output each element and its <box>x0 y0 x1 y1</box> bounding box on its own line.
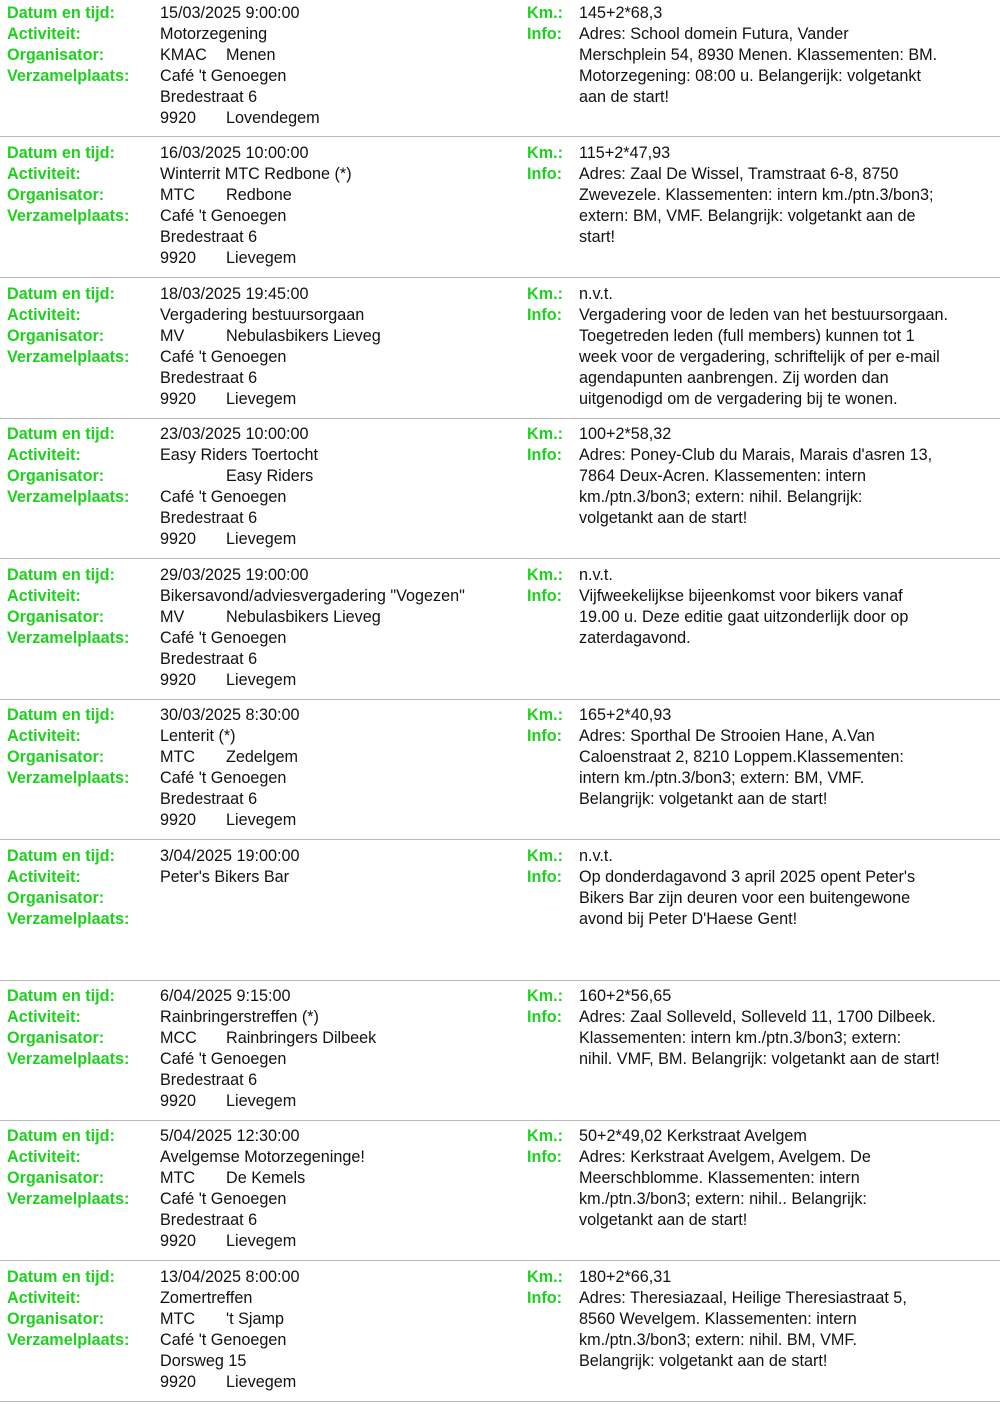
meeting-place-city <box>160 248 296 269</box>
organizer-label: Organisator: <box>7 186 105 204</box>
meeting-place-city <box>160 1091 296 1112</box>
organizer-value <box>160 607 381 628</box>
meeting-place-name: Café 't Genoegen <box>160 1190 287 1208</box>
km-label: Km.: <box>527 706 563 724</box>
event-entry <box>0 1267 1000 1402</box>
km-label: Km.: <box>527 144 563 162</box>
info-line: 7864 Deux-Acren. Klassementen: intern <box>579 467 867 485</box>
organizer-code: MV <box>160 327 185 345</box>
info-line: week voor de vergadering, schriftelijk of per e-mail <box>579 348 940 366</box>
entry-divider <box>0 418 1000 419</box>
postcode: 9920 <box>160 1232 197 1250</box>
date-time-value: 15/03/2025 9:00:00 <box>160 4 300 22</box>
city: Lievegem <box>226 1232 297 1250</box>
date-time-value: 30/03/2025 8:30:00 <box>160 706 300 724</box>
info-text <box>579 1007 999 1070</box>
organizer-value <box>160 747 298 768</box>
organizer-code: MTC <box>160 186 196 204</box>
info-line: volgetankt aan de start! <box>579 1211 748 1229</box>
km-value: 165+2*40,93 <box>579 706 672 724</box>
date-time-label: Datum en tijd: <box>7 987 115 1005</box>
city: Lievegem <box>226 249 297 267</box>
info-line: Merschplein 54, 8930 Menen. Klassementen: BM. <box>579 46 938 64</box>
info-line: Adres: Theresiazaal, Heilige Theresiastraat 5, <box>579 1289 907 1307</box>
organizer-value <box>160 1028 376 1049</box>
info-label: Info: <box>527 1148 563 1166</box>
info-line: km./ptn.3/bon3; extern: nihil. Belangrijk: <box>579 488 863 506</box>
info-text <box>579 1147 999 1231</box>
info-line: Adres: Poney-Club du Marais, Marais d'asren 13, <box>579 446 933 464</box>
postcode: 9920 <box>160 811 197 829</box>
entry-divider <box>0 1120 1000 1121</box>
entry-divider <box>0 277 1000 278</box>
date-time-label: Datum en tijd: <box>7 1268 115 1286</box>
info-line: zaterdagavond. <box>579 629 691 647</box>
km-label: Km.: <box>527 4 563 22</box>
meeting-place-city <box>160 1372 296 1393</box>
city: Lievegem <box>226 1092 297 1110</box>
info-line: Bikers Bar zijn deuren voor een buitengewone <box>579 889 911 907</box>
postcode: 9920 <box>160 249 197 267</box>
info-label: Info: <box>527 165 563 183</box>
info-line: Toegetreden leden (full members) kunnen tot 1 <box>579 327 915 345</box>
entry-divider <box>0 1401 1000 1402</box>
meeting-place-street: Bredestraat 6 <box>160 1071 258 1089</box>
organizer-name: Nebulasbikers Lieveg <box>226 327 381 345</box>
meeting-place-city <box>160 1231 296 1252</box>
entry-divider <box>0 980 1000 981</box>
date-time-value: 18/03/2025 19:45:00 <box>160 285 309 303</box>
organizer-code: MCC <box>160 1029 197 1047</box>
meeting-place-label: Verzamelplaats: <box>7 207 130 225</box>
info-line: 19.00 u. Deze editie gaat uitzonderlijk door op <box>579 608 909 626</box>
info-label: Info: <box>527 446 563 464</box>
meeting-place-city <box>160 389 296 410</box>
activity-value: Rainbringerstreffen (*) <box>160 1008 319 1026</box>
meeting-place-street: Bredestraat 6 <box>160 88 258 106</box>
date-time-label: Datum en tijd: <box>7 425 115 443</box>
info-label: Info: <box>527 868 563 886</box>
meeting-place-street: Bredestraat 6 <box>160 650 258 668</box>
meeting-place-street: Bredestraat 6 <box>160 1211 258 1229</box>
activity-value: Vergadering bestuursorgaan <box>160 306 365 324</box>
activity-label: Activiteit: <box>7 306 81 324</box>
meeting-place-street: Bredestraat 6 <box>160 509 258 527</box>
info-line: Adres: Zaal Solleveld, Solleveld 11, 1700 Dilbeek. <box>579 1008 936 1026</box>
postcode: 9920 <box>160 1092 197 1110</box>
info-label: Info: <box>527 306 563 324</box>
activity-value: Bikersavond/adviesvergadering "Vogezen" <box>160 587 465 605</box>
event-entry <box>0 284 1000 419</box>
info-line: nihil. VMF, BM. Belangrijk: volgetankt aan de start! <box>579 1050 940 1068</box>
activity-value: Easy Riders Toertocht <box>160 446 319 464</box>
meeting-place-label: Verzamelplaats: <box>7 1190 130 1208</box>
activity-label: Activiteit: <box>7 1148 81 1166</box>
date-time-value: 16/03/2025 10:00:00 <box>160 144 309 162</box>
date-time-value: 5/04/2025 12:30:00 <box>160 1127 300 1145</box>
organizer-value <box>160 185 292 206</box>
km-value: 100+2*58,32 <box>579 425 672 443</box>
meeting-place-street: Bredestraat 6 <box>160 228 258 246</box>
event-entry <box>0 1126 1000 1261</box>
organizer-label: Organisator: <box>7 327 105 345</box>
organizer-label: Organisator: <box>7 608 105 626</box>
entry-divider <box>0 136 1000 137</box>
event-entry <box>0 3 1000 137</box>
info-text <box>579 726 999 810</box>
info-line: Belangrijk: volgetankt aan de start! <box>579 790 828 808</box>
meeting-place-name: Café 't Genoegen <box>160 488 287 506</box>
info-text <box>579 24 999 108</box>
info-line: Meerschblomme. Klassementen: intern <box>579 1169 860 1187</box>
activity-value: Lenterit (*) <box>160 727 236 745</box>
info-text <box>579 164 999 248</box>
date-time-value: 13/04/2025 8:00:00 <box>160 1268 300 1286</box>
info-text <box>579 445 999 529</box>
organizer-value <box>160 1309 284 1330</box>
activity-value: Zomertreffen <box>160 1289 253 1307</box>
organizer-label: Organisator: <box>7 1029 105 1047</box>
organizer-name: De Kemels <box>226 1169 306 1187</box>
info-text <box>579 305 999 410</box>
km-value: n.v.t. <box>579 285 613 303</box>
info-label: Info: <box>527 727 563 745</box>
postcode: 9920 <box>160 390 197 408</box>
info-line: Klassementen: intern km./ptn.3/bon3; extern: <box>579 1029 902 1047</box>
organizer-name: Easy Riders <box>226 467 314 485</box>
km-label: Km.: <box>527 425 563 443</box>
info-line: Vijfweekelijkse bijeenkomst voor bikers vanaf <box>579 587 903 605</box>
km-label: Km.: <box>527 847 563 865</box>
organizer-value <box>160 326 381 347</box>
meeting-place-name: Café 't Genoegen <box>160 629 287 647</box>
info-line: agendapunten aanbrengen. Zij worden dan <box>579 369 889 387</box>
date-time-label: Datum en tijd: <box>7 285 115 303</box>
info-line: Zwevezele. Klassementen: intern km./ptn.3/bon3; <box>579 186 934 204</box>
date-time-value: 29/03/2025 19:00:00 <box>160 566 309 584</box>
postcode: 9920 <box>160 109 197 127</box>
activity-value: Motorzegening <box>160 25 268 43</box>
meeting-place-street: Dorsweg 15 <box>160 1352 247 1370</box>
km-value: 160+2*56,65 <box>579 987 672 1005</box>
activity-label: Activiteit: <box>7 165 81 183</box>
postcode: 9920 <box>160 530 197 548</box>
activity-label: Activiteit: <box>7 1008 81 1026</box>
info-line: start! <box>579 228 615 246</box>
meeting-place-name: Café 't Genoegen <box>160 1331 287 1349</box>
info-text <box>579 1288 999 1372</box>
info-line: km./ptn.3/bon3; extern: nihil.. Belangrijk: <box>579 1190 867 1208</box>
meeting-place-name: Café 't Genoegen <box>160 1050 287 1068</box>
event-entry <box>0 846 1000 981</box>
activity-label: Activiteit: <box>7 727 81 745</box>
organizer-name: Zedelgem <box>226 748 298 766</box>
info-line: aan de start! <box>579 88 669 106</box>
info-line: Belangrijk: volgetankt aan de start! <box>579 1352 828 1370</box>
meeting-place-city <box>160 529 296 550</box>
organizer-label: Organisator: <box>7 748 105 766</box>
date-time-value: 23/03/2025 10:00:00 <box>160 425 309 443</box>
date-time-label: Datum en tijd: <box>7 1127 115 1145</box>
activity-value: Avelgemse Motorzegeninge! <box>160 1148 365 1166</box>
km-label: Km.: <box>527 285 563 303</box>
organizer-name: Nebulasbikers Lieveg <box>226 608 381 626</box>
activity-label: Activiteit: <box>7 1289 81 1307</box>
date-time-label: Datum en tijd: <box>7 706 115 724</box>
organizer-label: Organisator: <box>7 467 105 485</box>
organizer-name: Menen <box>226 46 276 64</box>
info-text <box>579 867 999 930</box>
organizer-value <box>160 45 276 66</box>
meeting-place-label: Verzamelplaats: <box>7 769 130 787</box>
info-line: volgetankt aan de start! <box>579 509 748 527</box>
km-label: Km.: <box>527 987 563 1005</box>
info-line: uitgenodigd om de vergadering bij te wonen. <box>579 390 898 408</box>
postcode: 9920 <box>160 1373 197 1391</box>
organizer-code: MTC <box>160 748 196 766</box>
km-value: 50+2*49,02 Kerkstraat Avelgem <box>579 1127 807 1145</box>
date-time-label: Datum en tijd: <box>7 144 115 162</box>
date-time-value: 6/04/2025 9:15:00 <box>160 987 291 1005</box>
organizer-value <box>160 1168 305 1189</box>
activity-value: Peter's Bikers Bar <box>160 868 290 886</box>
date-time-label: Datum en tijd: <box>7 4 115 22</box>
info-line: Adres: School domein Futura, Vander <box>579 25 849 43</box>
organizer-label: Organisator: <box>7 889 105 907</box>
info-line: Caloenstraat 2, 8210 Loppem.Klassementen: <box>579 748 904 766</box>
organizer-code: MTC <box>160 1169 196 1187</box>
meeting-place-name: Café 't Genoegen <box>160 348 287 366</box>
meeting-place-label: Verzamelplaats: <box>7 1331 130 1349</box>
meeting-place-street: Bredestraat 6 <box>160 790 258 808</box>
meeting-place-city <box>160 670 296 691</box>
info-line: Vergadering voor de leden van het bestuursorgaan. <box>579 306 948 324</box>
event-entry <box>0 143 1000 278</box>
info-line: Adres: Kerkstraat Avelgem, Avelgem. De <box>579 1148 871 1166</box>
event-entry <box>0 565 1000 700</box>
meeting-place-street: Bredestraat 6 <box>160 369 258 387</box>
info-line: km./ptn.3/bon3; extern: nihil. BM, VMF. <box>579 1331 857 1349</box>
date-time-value: 3/04/2025 19:00:00 <box>160 847 300 865</box>
organizer-name: Redbone <box>226 186 292 204</box>
meeting-place-city <box>160 951 226 972</box>
km-value: n.v.t. <box>579 847 613 865</box>
info-line: 8560 Wevelgem. Klassementen: intern <box>579 1310 857 1328</box>
meeting-place-city <box>160 108 320 129</box>
info-line: extern: BM, VMF. Belangrijk: volgetankt aan de <box>579 207 916 225</box>
info-line: intern km./ptn.3/bon3; extern: BM, VMF. <box>579 769 865 787</box>
meeting-place-label: Verzamelplaats: <box>7 488 130 506</box>
info-line: avond bij Peter D'Haese Gent! <box>579 910 798 928</box>
city: Lievegem <box>226 811 297 829</box>
organizer-code: KMAC <box>160 46 207 64</box>
city: Lievegem <box>226 390 297 408</box>
city: Lovendegem <box>226 109 320 127</box>
meeting-place-city <box>160 810 296 831</box>
info-line: Adres: Zaal De Wissel, Tramstraat 6-8, 8750 <box>579 165 899 183</box>
meeting-place-label: Verzamelplaats: <box>7 910 130 928</box>
city: Lievegem <box>226 671 297 689</box>
km-label: Km.: <box>527 566 563 584</box>
info-label: Info: <box>527 587 563 605</box>
meeting-place-label: Verzamelplaats: <box>7 348 130 366</box>
organizer-value <box>160 888 226 909</box>
entry-divider <box>0 699 1000 700</box>
organizer-code: MV <box>160 608 185 626</box>
entry-divider <box>0 558 1000 559</box>
postcode: 9920 <box>160 671 197 689</box>
km-label: Km.: <box>527 1127 563 1145</box>
organizer-label: Organisator: <box>7 46 105 64</box>
city: Lievegem <box>226 530 297 548</box>
km-label: Km.: <box>527 1268 563 1286</box>
organizer-code: MTC <box>160 1310 196 1328</box>
km-value: n.v.t. <box>579 566 613 584</box>
meeting-place-name: Café 't Genoegen <box>160 67 287 85</box>
activity-label: Activiteit: <box>7 446 81 464</box>
date-time-label: Datum en tijd: <box>7 566 115 584</box>
activity-value: Winterrit MTC Redbone (*) <box>160 165 352 183</box>
info-label: Info: <box>527 1008 563 1026</box>
meeting-place-name: Café 't Genoegen <box>160 769 287 787</box>
km-value: 145+2*68,3 <box>579 4 663 22</box>
organizer-value <box>160 466 313 487</box>
activity-label: Activiteit: <box>7 868 81 886</box>
info-line: Motorzegening: 08:00 u. Belangerijk: volgetankt <box>579 67 921 85</box>
info-text <box>579 586 999 649</box>
organizer-label: Organisator: <box>7 1169 105 1187</box>
city: Lievegem <box>226 1373 297 1391</box>
date-time-label: Datum en tijd: <box>7 847 115 865</box>
event-entry <box>0 986 1000 1121</box>
meeting-place-name: Café 't Genoegen <box>160 207 287 225</box>
info-label: Info: <box>527 1289 563 1307</box>
entry-divider <box>0 839 1000 840</box>
info-line: Adres: Sporthal De Strooien Hane, A.Van <box>579 727 875 745</box>
info-line: Op donderdagavond 3 april 2025 opent Peter's <box>579 868 916 886</box>
event-entry <box>0 705 1000 840</box>
event-entry <box>0 424 1000 559</box>
meeting-place-label: Verzamelplaats: <box>7 629 130 647</box>
km-value: 180+2*66,31 <box>579 1268 672 1286</box>
organizer-name: 't Sjamp <box>226 1310 284 1328</box>
meeting-place-label: Verzamelplaats: <box>7 67 130 85</box>
activity-label: Activiteit: <box>7 587 81 605</box>
organizer-name: Rainbringers Dilbeek <box>226 1029 377 1047</box>
km-value: 115+2*47,93 <box>579 144 671 162</box>
entry-divider <box>0 1260 1000 1261</box>
info-label: Info: <box>527 25 563 43</box>
activity-label: Activiteit: <box>7 25 81 43</box>
meeting-place-label: Verzamelplaats: <box>7 1050 130 1068</box>
organizer-label: Organisator: <box>7 1310 105 1328</box>
